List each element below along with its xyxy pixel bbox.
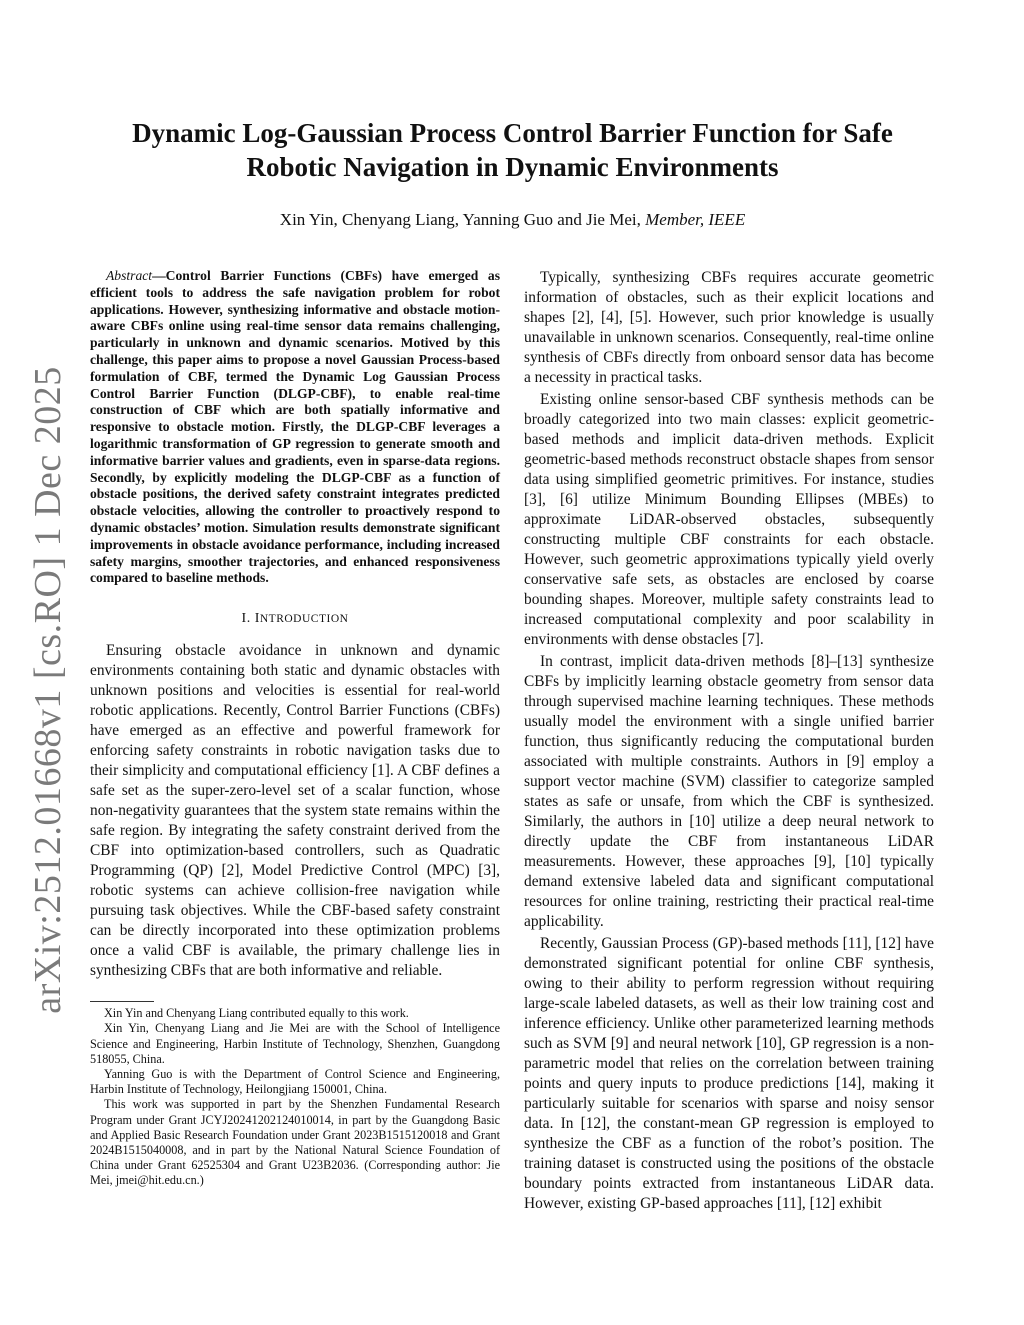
footnote: Yanning Guo is with the Department of Control Science and Engineering, Harbin Institute of Technology, Heilongjiang 150001, China.: [90, 1066, 500, 1097]
intro-paragraph: Ensuring obstacle avoidance in unknown and dynamic environments containing both static and dynamic obstacles with unknown positions and velocities is essential for real-world robotic applications. Recently, Control Barrier Functions (CBFs) have emerged as an effective and powerful framework for enforcing safety constraints in robotic navigation tasks due to their simplicity and computational efficiency [1]. A CBF defines a safe set as the super-zero-level set of a scalar function, whose non-negativity guarantees that the system state remains within the safe region. By integrating the safety constraint derived from the CBF into optimization-based controllers, such as Quadratic Programming (QP) [2], Model Predictive Control (MPC) [3], robotic systems can achieve collision-free navigation while pursuing task objectives. While the CBF-based safety constraint can be directly incorporated into these optimization problems once a valid CBF is available, the primary challenge lies in synthesizing CBFs that are both informative and reliable.: [90, 642, 500, 980]
section-heading-introduction: [90, 609, 500, 629]
footnotes: [90, 1006, 500, 1188]
right-column: [524, 268, 934, 1216]
footnote: Xin Yin and Chenyang Liang contributed equally to this work.: [104, 1006, 409, 1021]
footnote: This work was supported in part by the Shenzhen Fundamental Research Program under Grant JCYJ20241202124010014, in part by the Guangdong Basic and Applied Basic Research Foundation under Grant 2023B1515120018 and Grant 2024B1515040008, and in part by the National Natural Science Foundation of China under Grant 62525304 and Grant U23B2036. (Corresponding author: Jie Mei, jmei@hit.edu.cn.): [90, 1097, 500, 1188]
arxiv-id-text: arXiv:2512.01668v1 [cs.RO] 1 Dec 2025: [27, 366, 70, 1014]
section-number: I. I: [241, 611, 260, 627]
footnote-divider: [90, 1001, 154, 1002]
abstract-label: Abstract: [106, 268, 153, 283]
footnote: Xin Yin, Chenyang Liang and Jie Mei are with the School of Intelligence Science and Engineering, Harbin Institute of Technology, Shenzhen, Guangdong 518055, China.: [90, 1021, 500, 1066]
author-names: Xin Yin, Chenyang Liang, Yanning Guo and Jie Mei,: [279, 210, 641, 229]
paper-title: Dynamic Log-Gaussian Process Control Barrier Function for Safe Robotic Navigation in Dynamic Environments: [132, 118, 893, 182]
body-paragraph: In contrast, implicit data-driven methods [8]–[13] synthesize CBFs by implicitly learning obstacle geometry from sensor data through supervised machine learning techniques. These methods usually model the environment with a single unified barrier function, thus significantly reducing the computational burden associated with multiple constraints. Authors in [9] employ a support vector machine (SVM) classifier to categorize sampled states as safe or unsafe, from which the CBF is synthesized. Similarly, the authors in [10] utilize a deep neural network to directly update the CBF from instantaneous LiDAR measurements. However, these approaches [9], [10] typically demand extensive labeled data and significant computational resources for online training, restricting their practical real-time applicability.: [524, 653, 934, 930]
body-paragraph: Typically, synthesizing CBFs requires accurate geometric information of obstacles, such as their explicit locations and shapes [2], [4], [5]. However, such prior knowledge is usually unavailable in unknown scenarios. Consequently, real-time online synthesis of CBFs directly from onboard sensor data has become a necessity in practical tasks.: [524, 269, 934, 386]
author-list: [95, 210, 930, 230]
abstract-text: —Control Barrier Functions (CBFs) have emerged as efficient tools to address the safe navigation problem for robot applications. However, synthesizing informative and obstacle motion-aware CBFs online using real-time sensor data remains challenging, particularly in unknown and dynamic scenarios. Motived by this challenge, this paper aims to propose a novel Gaussian Process-based formulation of CBF, termed the Dynamic Log Gaussian Process Control Barrier Function (DLGP-CBF), to enable real-time construction of CBF which are both spatially informative and responsive to obstacle motion. Firstly, the DLGP-CBF leverages a logarithmic transformation of GP regression to generate smooth and informative barrier values and gradients, even in sparse-data regions. Secondly, by explicitly modeling the DLGP-CBF as a function of obstacle positions, the derived safety constraint integrates predicted obstacle velocities, allowing the controller to proactively respond to dynamic obstacles’ motion. Simulation results demonstrate significant improvements in obstacle avoidance performance, including increased safety margins, smoother trajectories, and enhanced responsiveness compared to baseline methods.: [90, 268, 500, 586]
body-paragraph: Existing online sensor-based CBF synthesis methods can be broadly categorized into two main classes: explicit geometric-based methods and implicit data-driven methods. Explicit geometric-based methods reconstruct obstacle shapes from sensor data using simplified geometric primitives. For instance, studies [3], [6] utilize Minimum Bounding Ellipses (MBEs) to approximate LiDAR-observed obstacles, subsequently constructing multiple CBF constraints for each obstacle. However, such geometric approximations typically yield overly conservative safe sets, as obstacles are enclosed by coarse bounding shapes. Moreover, multiple safety constraints lead to increased computational complexity and poor scalability in environments with dense obstacles [7].: [524, 391, 934, 648]
body-paragraph: Recently, Gaussian Process (GP)-based methods [11], [12] have demonstrated significant potential for online CBF synthesis, owing to their ability to perform regression without requiring large-scale labeled datasets, as well as their low training cost and inference efficiency. Unlike other parameterized learning methods such as SVM [9] and neural network [10], GP regression is a non-parametric model that relies on the correlation between training points and query inputs to produce predictions [14], making it particularly suitable for scenarios with sparse and noisy sensor data. In [12], the constant-mean GP regression is employed to synthesize the CBF as a function of the robot’s position. The training dataset is constructed using the positions of the obstacle boundary points extracted from instantaneous LiDAR data. However, existing GP-based approaches [11], [12] exhibit: [524, 935, 934, 1212]
arxiv-identifier: [18, 300, 78, 1080]
abstract: [90, 268, 500, 587]
left-column: [90, 268, 500, 1189]
section-title: NTRODUCTION: [259, 613, 349, 626]
author-membership: Member, IEEE: [645, 210, 746, 229]
